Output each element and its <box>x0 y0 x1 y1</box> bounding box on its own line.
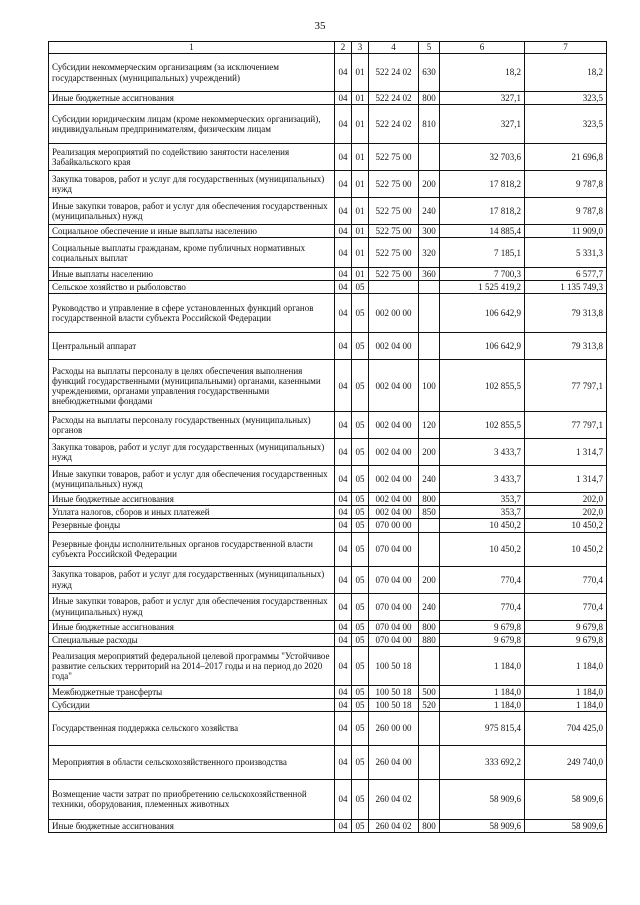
row-amount-1-cell: 1 184,0 <box>440 685 525 698</box>
row-name-cell: Государственная поддержка сельского хозяйства <box>49 711 335 745</box>
row-amount-1-cell: 17 818,2 <box>440 198 525 225</box>
row-amount-2-cell: 9 787,8 <box>525 198 607 225</box>
row-amount-2-cell: 770,4 <box>525 593 607 620</box>
row-amount-1-cell: 327,1 <box>440 105 525 144</box>
row-name-cell: Реализация мероприятий федеральной целевой программы "Устойчивое развитие сельских территорий на 2014–2017 годы и на период до 2020 года" <box>49 646 335 685</box>
row-subsection-cell: 05 <box>352 620 369 633</box>
row-name-cell: Расходы на выплаты персоналу государственных (муниципальных) органов <box>49 412 335 439</box>
row-subsection-cell: 01 <box>352 105 369 144</box>
row-amount-2-cell: 77 797,1 <box>525 360 607 412</box>
row-amount-1-cell: 10 450,2 <box>440 519 525 532</box>
row-name-cell: Иные закупки товаров, работ и услуг для обеспечения государственных (муниципальных) нужд <box>49 466 335 493</box>
row-subsection-cell: 05 <box>352 633 369 646</box>
row-section-cell: 04 <box>335 698 352 711</box>
row-target-article-cell: 002 04 00 <box>369 439 419 466</box>
row-name-cell: Резервные фонды <box>49 519 335 532</box>
column-header-amount-1: 6 <box>440 42 525 54</box>
row-section-cell: 04 <box>335 519 352 532</box>
table-header-row <box>49 42 607 54</box>
row-name-cell: Социальные выплаты гражданам, кроме публичных нормативных социальных выплат <box>49 238 335 268</box>
table-row <box>49 268 607 281</box>
table-row <box>49 171 607 198</box>
row-target-article-cell: 522 75 00 <box>369 225 419 238</box>
table-row <box>49 360 607 412</box>
row-expense-type-cell <box>419 711 440 745</box>
row-amount-2-cell: 1 184,0 <box>525 685 607 698</box>
row-amount-1-cell: 1 184,0 <box>440 646 525 685</box>
row-expense-type-cell <box>419 519 440 532</box>
row-expense-type-cell: 320 <box>419 238 440 268</box>
row-subsection-cell: 01 <box>352 144 369 171</box>
row-target-article-cell: 522 24 02 <box>369 54 419 92</box>
table-row <box>49 646 607 685</box>
row-target-article-cell: 522 75 00 <box>369 198 419 225</box>
row-amount-1-cell: 770,4 <box>440 566 525 593</box>
row-expense-type-cell <box>419 745 440 779</box>
row-amount-2-cell: 1 135 749,3 <box>525 281 607 294</box>
row-target-article-cell: 100 50 18 <box>369 685 419 698</box>
row-subsection-cell: 01 <box>352 268 369 281</box>
column-header-amount-2: 7 <box>525 42 607 54</box>
row-amount-1-cell: 102 855,5 <box>440 412 525 439</box>
row-amount-2-cell: 18,2 <box>525 54 607 92</box>
row-subsection-cell: 05 <box>352 566 369 593</box>
row-expense-type-cell: 810 <box>419 105 440 144</box>
table-row <box>49 745 607 779</box>
row-expense-type-cell: 630 <box>419 54 440 92</box>
table-row <box>49 281 607 294</box>
row-name-cell: Руководство и управление в сфере установленных функций органов государственной власти субъекта Российской Федерации <box>49 294 335 333</box>
row-amount-1-cell: 3 433,7 <box>440 439 525 466</box>
row-subsection-cell: 01 <box>352 171 369 198</box>
budget-table <box>48 41 607 833</box>
row-expense-type-cell <box>419 294 440 333</box>
table-row <box>49 144 607 171</box>
row-amount-1-cell: 32 703,6 <box>440 144 525 171</box>
row-section-cell: 04 <box>335 105 352 144</box>
row-subsection-cell: 05 <box>352 294 369 333</box>
row-expense-type-cell: 240 <box>419 198 440 225</box>
row-name-cell: Иные бюджетные ассигнования <box>49 493 335 506</box>
row-section-cell: 04 <box>335 360 352 412</box>
row-target-article-cell: 070 04 00 <box>369 620 419 633</box>
table-row <box>49 633 607 646</box>
row-target-article-cell: 002 04 00 <box>369 360 419 412</box>
row-amount-1-cell: 1 184,0 <box>440 698 525 711</box>
row-expense-type-cell: 200 <box>419 171 440 198</box>
row-section-cell: 04 <box>335 620 352 633</box>
table-row <box>49 685 607 698</box>
row-section-cell: 04 <box>335 819 352 832</box>
row-name-cell: Центральный аппарат <box>49 333 335 360</box>
row-target-article-cell: 002 04 00 <box>369 506 419 519</box>
row-section-cell: 04 <box>335 566 352 593</box>
row-name-cell: Межбюджетные трансферты <box>49 685 335 698</box>
row-amount-1-cell: 975 815,4 <box>440 711 525 745</box>
row-amount-1-cell: 9 679,8 <box>440 633 525 646</box>
row-amount-2-cell: 1 184,0 <box>525 646 607 685</box>
row-amount-2-cell: 58 909,6 <box>525 779 607 819</box>
row-target-article-cell: 522 75 00 <box>369 268 419 281</box>
row-name-cell: Иные выплаты населению <box>49 268 335 281</box>
row-amount-2-cell: 770,4 <box>525 566 607 593</box>
column-header-expense-type: 5 <box>419 42 440 54</box>
row-name-cell: Возмещение части затрат по приобретению сельскохозяйственной техники, оборудования, племенных животных <box>49 779 335 819</box>
row-amount-1-cell: 333 692,2 <box>440 745 525 779</box>
row-amount-1-cell: 1 525 419,2 <box>440 281 525 294</box>
row-target-article-cell: 002 04 00 <box>369 493 419 506</box>
row-expense-type-cell: 200 <box>419 439 440 466</box>
row-amount-2-cell: 79 313,8 <box>525 294 607 333</box>
row-subsection-cell: 05 <box>352 745 369 779</box>
row-name-cell: Мероприятия в области сельскохозяйственного производства <box>49 745 335 779</box>
table-row <box>49 225 607 238</box>
row-subsection-cell: 05 <box>352 685 369 698</box>
row-amount-1-cell: 9 679,8 <box>440 620 525 633</box>
row-subsection-cell: 05 <box>352 493 369 506</box>
row-section-cell: 04 <box>335 506 352 519</box>
row-expense-type-cell: 520 <box>419 698 440 711</box>
row-expense-type-cell: 100 <box>419 360 440 412</box>
row-expense-type-cell: 880 <box>419 633 440 646</box>
row-section-cell: 04 <box>335 745 352 779</box>
row-target-article-cell: 002 00 00 <box>369 294 419 333</box>
row-name-cell: Иные бюджетные ассигнования <box>49 92 335 105</box>
row-name-cell: Иные бюджетные ассигнования <box>49 819 335 832</box>
row-name-cell: Субсидии некоммерческим организациям (за исключением государственных (муниципальных) учреждений) <box>49 54 335 92</box>
row-expense-type-cell: 800 <box>419 493 440 506</box>
row-amount-2-cell: 9 679,8 <box>525 633 607 646</box>
row-target-article-cell <box>369 281 419 294</box>
row-expense-type-cell <box>419 646 440 685</box>
row-target-article-cell: 522 75 00 <box>369 238 419 268</box>
row-expense-type-cell: 800 <box>419 819 440 832</box>
table-row <box>49 506 607 519</box>
row-subsection-cell: 01 <box>352 238 369 268</box>
row-subsection-cell: 05 <box>352 779 369 819</box>
row-target-article-cell: 070 04 00 <box>369 566 419 593</box>
row-section-cell: 04 <box>335 711 352 745</box>
column-header-target-article: 4 <box>369 42 419 54</box>
row-amount-1-cell: 770,4 <box>440 593 525 620</box>
row-expense-type-cell: 120 <box>419 412 440 439</box>
row-subsection-cell: 01 <box>352 225 369 238</box>
row-amount-2-cell: 10 450,2 <box>525 532 607 566</box>
row-section-cell: 04 <box>335 294 352 333</box>
row-section-cell: 04 <box>335 412 352 439</box>
row-section-cell: 04 <box>335 685 352 698</box>
table-row <box>49 439 607 466</box>
row-subsection-cell: 05 <box>352 646 369 685</box>
row-expense-type-cell: 800 <box>419 620 440 633</box>
row-name-cell: Субсидии <box>49 698 335 711</box>
table-row <box>49 593 607 620</box>
row-target-article-cell: 070 04 00 <box>369 633 419 646</box>
column-header-name: 1 <box>49 42 335 54</box>
row-subsection-cell: 01 <box>352 54 369 92</box>
row-amount-1-cell: 7 185,1 <box>440 238 525 268</box>
row-subsection-cell: 05 <box>352 439 369 466</box>
row-subsection-cell: 05 <box>352 532 369 566</box>
row-section-cell: 04 <box>335 646 352 685</box>
table-row <box>49 54 607 92</box>
row-amount-1-cell: 18,2 <box>440 54 525 92</box>
row-expense-type-cell: 800 <box>419 92 440 105</box>
table-row <box>49 294 607 333</box>
row-amount-1-cell: 58 909,6 <box>440 779 525 819</box>
row-amount-2-cell: 323,5 <box>525 105 607 144</box>
row-amount-1-cell: 7 700,3 <box>440 268 525 281</box>
row-subsection-cell: 05 <box>352 281 369 294</box>
row-name-cell: Резервные фонды исполнительных органов государственной власти субъекта Российской Федерации <box>49 532 335 566</box>
row-amount-2-cell: 249 740,0 <box>525 745 607 779</box>
row-amount-1-cell: 58 909,6 <box>440 819 525 832</box>
row-target-article-cell: 522 24 02 <box>369 92 419 105</box>
row-section-cell: 04 <box>335 225 352 238</box>
row-target-article-cell: 260 04 02 <box>369 779 419 819</box>
row-amount-2-cell: 79 313,8 <box>525 333 607 360</box>
row-name-cell: Социальное обеспечение и иные выплаты населению <box>49 225 335 238</box>
row-subsection-cell: 05 <box>352 412 369 439</box>
table-row <box>49 238 607 268</box>
table-row <box>49 779 607 819</box>
row-name-cell: Иные закупки товаров, работ и услуг для обеспечения государственных (муниципальных) нужд <box>49 198 335 225</box>
table-row <box>49 105 607 144</box>
table-row <box>49 532 607 566</box>
row-expense-type-cell: 200 <box>419 566 440 593</box>
row-name-cell: Иные бюджетные ассигнования <box>49 620 335 633</box>
row-name-cell: Специальные расходы <box>49 633 335 646</box>
row-subsection-cell: 05 <box>352 333 369 360</box>
row-expense-type-cell <box>419 333 440 360</box>
row-name-cell: Закупка товаров, работ и услуг для государственных (муниципальных) нужд <box>49 439 335 466</box>
row-amount-2-cell: 58 909,6 <box>525 819 607 832</box>
row-expense-type-cell <box>419 779 440 819</box>
table-row <box>49 566 607 593</box>
row-amount-1-cell: 327,1 <box>440 92 525 105</box>
row-amount-2-cell: 10 450,2 <box>525 519 607 532</box>
row-amount-2-cell: 704 425,0 <box>525 711 607 745</box>
row-subsection-cell: 01 <box>352 92 369 105</box>
table-row <box>49 819 607 832</box>
row-amount-1-cell: 3 433,7 <box>440 466 525 493</box>
row-amount-2-cell: 1 314,7 <box>525 439 607 466</box>
row-section-cell: 04 <box>335 268 352 281</box>
row-subsection-cell: 05 <box>352 466 369 493</box>
row-section-cell: 04 <box>335 171 352 198</box>
row-amount-2-cell: 9 679,8 <box>525 620 607 633</box>
table-row <box>49 620 607 633</box>
row-target-article-cell: 070 00 00 <box>369 519 419 532</box>
row-section-cell: 04 <box>335 493 352 506</box>
row-amount-1-cell: 10 450,2 <box>440 532 525 566</box>
row-amount-2-cell: 1 184,0 <box>525 698 607 711</box>
row-amount-1-cell: 17 818,2 <box>440 171 525 198</box>
row-amount-2-cell: 202,0 <box>525 493 607 506</box>
row-target-article-cell: 002 04 00 <box>369 333 419 360</box>
row-subsection-cell: 05 <box>352 711 369 745</box>
row-section-cell: 04 <box>335 532 352 566</box>
table-row <box>49 711 607 745</box>
row-expense-type-cell: 850 <box>419 506 440 519</box>
row-section-cell: 04 <box>335 198 352 225</box>
column-header-subsection: 3 <box>352 42 369 54</box>
row-amount-1-cell: 106 642,9 <box>440 333 525 360</box>
row-amount-2-cell: 11 909,0 <box>525 225 607 238</box>
row-target-article-cell: 070 04 00 <box>369 532 419 566</box>
row-amount-2-cell: 5 331,3 <box>525 238 607 268</box>
row-target-article-cell: 260 04 02 <box>369 819 419 832</box>
row-amount-1-cell: 353,7 <box>440 506 525 519</box>
row-subsection-cell: 05 <box>352 819 369 832</box>
row-section-cell: 04 <box>335 54 352 92</box>
row-section-cell: 04 <box>335 281 352 294</box>
row-name-cell: Расходы на выплаты персоналу в целях обеспечения выполнения функций государственными (муниципальными) органами, казенными учреждениями, органами управления государственными внебюджетными фондами <box>49 360 335 412</box>
row-target-article-cell: 260 04 00 <box>369 745 419 779</box>
row-target-article-cell: 522 75 00 <box>369 144 419 171</box>
page-number: 35 <box>314 20 326 32</box>
row-name-cell: Закупка товаров, работ и услуг для государственных (муниципальных) нужд <box>49 566 335 593</box>
row-subsection-cell: 05 <box>352 593 369 620</box>
row-name-cell: Сельское хозяйство и рыболовство <box>49 281 335 294</box>
row-expense-type-cell: 240 <box>419 466 440 493</box>
row-section-cell: 04 <box>335 92 352 105</box>
row-subsection-cell: 05 <box>352 698 369 711</box>
table-row <box>49 466 607 493</box>
row-expense-type-cell <box>419 144 440 171</box>
row-section-cell: 04 <box>335 779 352 819</box>
row-amount-1-cell: 353,7 <box>440 493 525 506</box>
row-subsection-cell: 05 <box>352 506 369 519</box>
row-amount-2-cell: 9 787,8 <box>525 171 607 198</box>
table-row <box>49 519 607 532</box>
row-expense-type-cell: 500 <box>419 685 440 698</box>
row-name-cell: Закупка товаров, работ и услуг для государственных (муниципальных) нужд <box>49 171 335 198</box>
row-amount-2-cell: 21 696,8 <box>525 144 607 171</box>
table-row <box>49 698 607 711</box>
row-section-cell: 04 <box>335 144 352 171</box>
row-target-article-cell: 522 75 00 <box>369 171 419 198</box>
row-expense-type-cell: 360 <box>419 268 440 281</box>
table-row <box>49 412 607 439</box>
column-header-section: 2 <box>335 42 352 54</box>
row-target-article-cell: 522 24 02 <box>369 105 419 144</box>
table-row <box>49 198 607 225</box>
row-section-cell: 04 <box>335 593 352 620</box>
row-target-article-cell: 100 50 18 <box>369 698 419 711</box>
row-target-article-cell: 100 50 18 <box>369 646 419 685</box>
row-amount-1-cell: 102 855,5 <box>440 360 525 412</box>
row-amount-2-cell: 202,0 <box>525 506 607 519</box>
row-expense-type-cell: 300 <box>419 225 440 238</box>
table-row <box>49 333 607 360</box>
row-subsection-cell: 01 <box>352 198 369 225</box>
row-expense-type-cell <box>419 281 440 294</box>
row-name-cell: Субсидии юридическим лицам (кроме некоммерческих организаций), индивидуальным предпринимателям, физическим лицам <box>49 105 335 144</box>
row-amount-2-cell: 1 314,7 <box>525 466 607 493</box>
row-amount-2-cell: 6 577,7 <box>525 268 607 281</box>
row-name-cell: Реализация мероприятий по содействию занятости населения Забайкальского края <box>49 144 335 171</box>
row-section-cell: 04 <box>335 466 352 493</box>
row-section-cell: 04 <box>335 633 352 646</box>
row-section-cell: 04 <box>335 333 352 360</box>
row-subsection-cell: 05 <box>352 519 369 532</box>
row-expense-type-cell <box>419 532 440 566</box>
table-row <box>49 92 607 105</box>
row-target-article-cell: 260 00 00 <box>369 711 419 745</box>
row-section-cell: 04 <box>335 439 352 466</box>
row-amount-1-cell: 106 642,9 <box>440 294 525 333</box>
row-amount-2-cell: 323,5 <box>525 92 607 105</box>
row-subsection-cell: 05 <box>352 360 369 412</box>
row-name-cell: Уплата налогов, сборов и иных платежей <box>49 506 335 519</box>
row-target-article-cell: 002 04 00 <box>369 412 419 439</box>
row-target-article-cell: 070 04 00 <box>369 593 419 620</box>
row-name-cell: Иные закупки товаров, работ и услуг для обеспечения государственных (муниципальных) нужд <box>49 593 335 620</box>
table-row <box>49 493 607 506</box>
row-expense-type-cell: 240 <box>419 593 440 620</box>
row-amount-1-cell: 14 885,4 <box>440 225 525 238</box>
row-amount-2-cell: 77 797,1 <box>525 412 607 439</box>
row-target-article-cell: 002 04 00 <box>369 466 419 493</box>
row-section-cell: 04 <box>335 238 352 268</box>
